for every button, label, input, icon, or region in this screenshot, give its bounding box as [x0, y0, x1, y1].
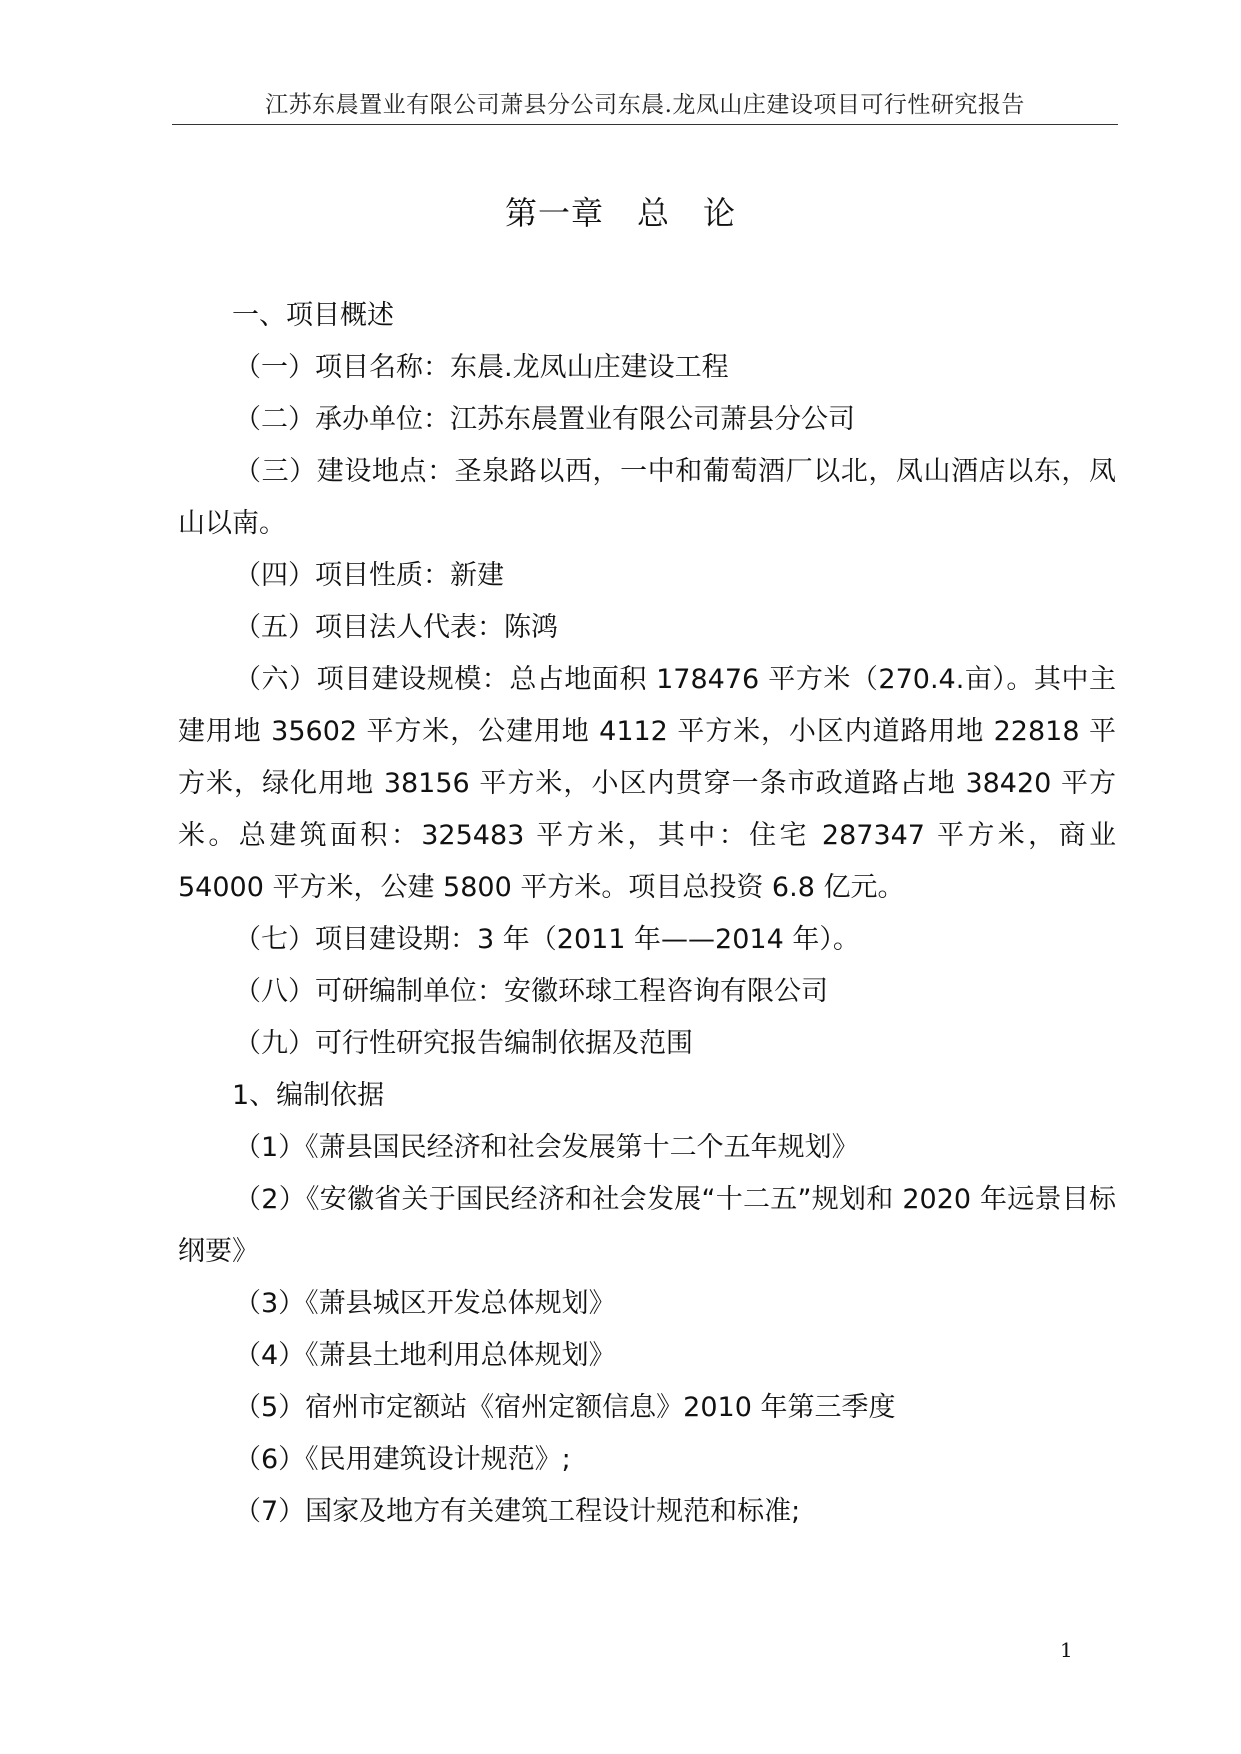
paragraph-period: （七）项目建设期：3 年（2011 年——2014 年）。 [234, 924, 860, 955]
list-item: （1）《萧县国民经济和社会发展第十二个五年规划》 [234, 1132, 859, 1163]
subheading-basis: 1、编制依据 [232, 1080, 385, 1111]
paragraph-location: （三）建设地点：圣泉路以西，一中和葡萄酒厂以北，凤山酒店以东，凤山以南。 [178, 456, 1116, 539]
page-number: 1 [1060, 1638, 1073, 1662]
paragraph-legal-rep: （五）项目法人代表：陈鸿 [234, 612, 558, 643]
list-item: （7）国家及地方有关建筑工程设计规范和标准; [234, 1496, 801, 1527]
paragraph-organizer: （二）承办单位：江苏东晨置业有限公司萧县分公司 [234, 404, 855, 435]
paragraph-scale: （六）项目建设规模：总占地面积 178476 平方米（270.4.亩）。其中主建用地 35602 平方米，公建用地 4112 平方米，小区内道路用地 22818 平方米，绿化用地 38156 平方米，小区内贯穿一条市政道路占地 38420 平方米。总建筑面积：325483 平方米，其中：住宅 287347 平方米，商业 54000 平方米，公建 5800 平方米。项目总投资 6.8 亿元。 [178, 664, 1116, 903]
paragraph-basis-scope: （九）可行性研究报告编制依据及范围 [234, 1028, 693, 1059]
chapter-title: 第一章 总 论 [504, 194, 736, 232]
list-item: （4）《萧县土地利用总体规划》 [234, 1340, 616, 1371]
document-body [178, 290, 1116, 1538]
paragraph-project-name: （一）项目名称：东晨.龙凤山庄建设工程 [234, 352, 729, 383]
running-header: 江苏东晨置业有限公司萧县分公司东晨.龙凤山庄建设项目可行性研究报告 [265, 92, 1025, 118]
list-item: （6）《民用建筑设计规范》; [234, 1444, 571, 1475]
paragraph-compiler: （八）可研编制单位：安徽环球工程咨询有限公司 [234, 976, 828, 1007]
list-item: （5）宿州市定额站《宿州定额信息》2010 年第三季度 [234, 1392, 896, 1423]
list-item: （2）《安徽省关于国民经济和社会发展“十二五”规划和 2020 年远景目标纲要》 [178, 1184, 1116, 1267]
paragraph-nature: （四）项目性质：新建 [234, 560, 504, 591]
list-item: （3）《萧县城区开发总体规划》 [234, 1288, 616, 1319]
section-heading: 一、项目概述 [232, 300, 394, 331]
header-divider [172, 124, 1118, 125]
